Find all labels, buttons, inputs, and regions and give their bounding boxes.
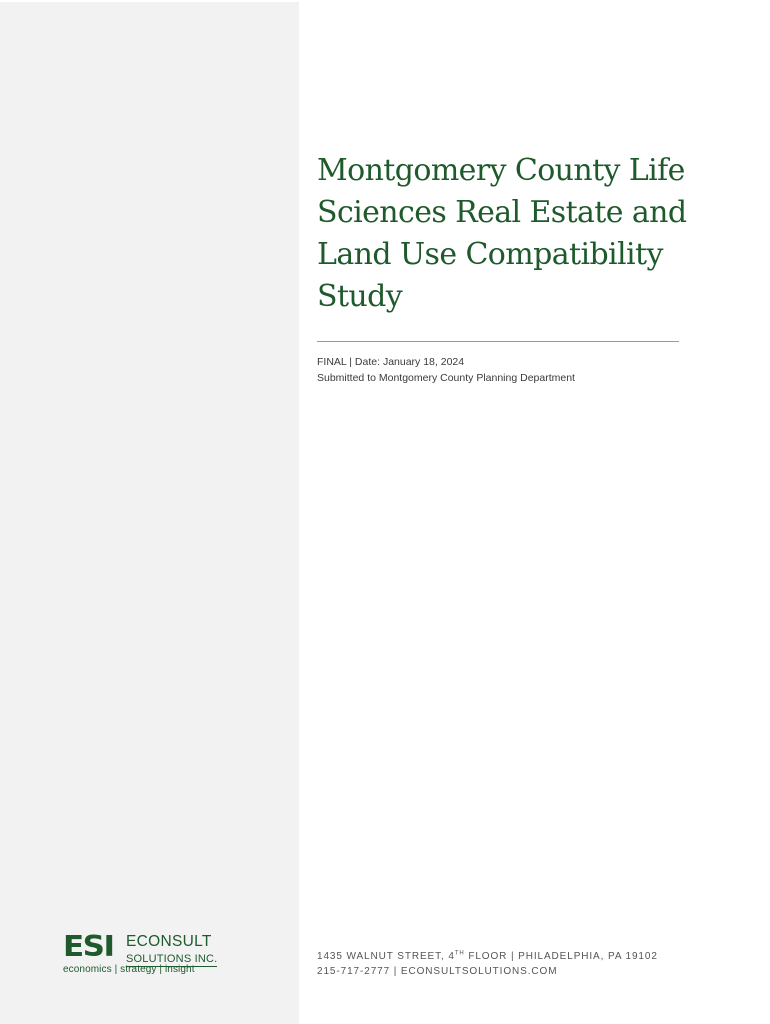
econsult-logo [63, 930, 238, 978]
logo-name-line1: ECONSULT [126, 933, 212, 950]
left-sidebar-band [0, 2, 299, 1024]
address-ordinal-suffix: TH [454, 950, 465, 957]
report-meta [317, 354, 717, 386]
footer-phone-website: 215-717-2777 | ECONSULTSOLUTIONS.COM [317, 966, 558, 977]
logo-mark: ESI [63, 930, 114, 964]
title-divider [317, 341, 679, 342]
report-title: Montgomery County Life Sciences Real Estate and Land Use Compatibility Study [317, 153, 687, 314]
logo-company-name [126, 934, 217, 967]
address-street: 1435 WALNUT STREET, 4 [317, 951, 455, 962]
footer-contact [317, 949, 737, 979]
footer-address [317, 949, 737, 964]
logo-name-line2: SOLUTIONS INC. [126, 953, 218, 965]
submitted-to-line: Submitted to Montgomery County Planning Department [317, 372, 575, 384]
logo-tagline: economics | strategy | insight [63, 964, 195, 975]
address-city: FLOOR | PHILADELPHIA, PA 19102 [464, 951, 658, 962]
status-date-line: FINAL | Date: January 18, 2024 [317, 356, 465, 368]
